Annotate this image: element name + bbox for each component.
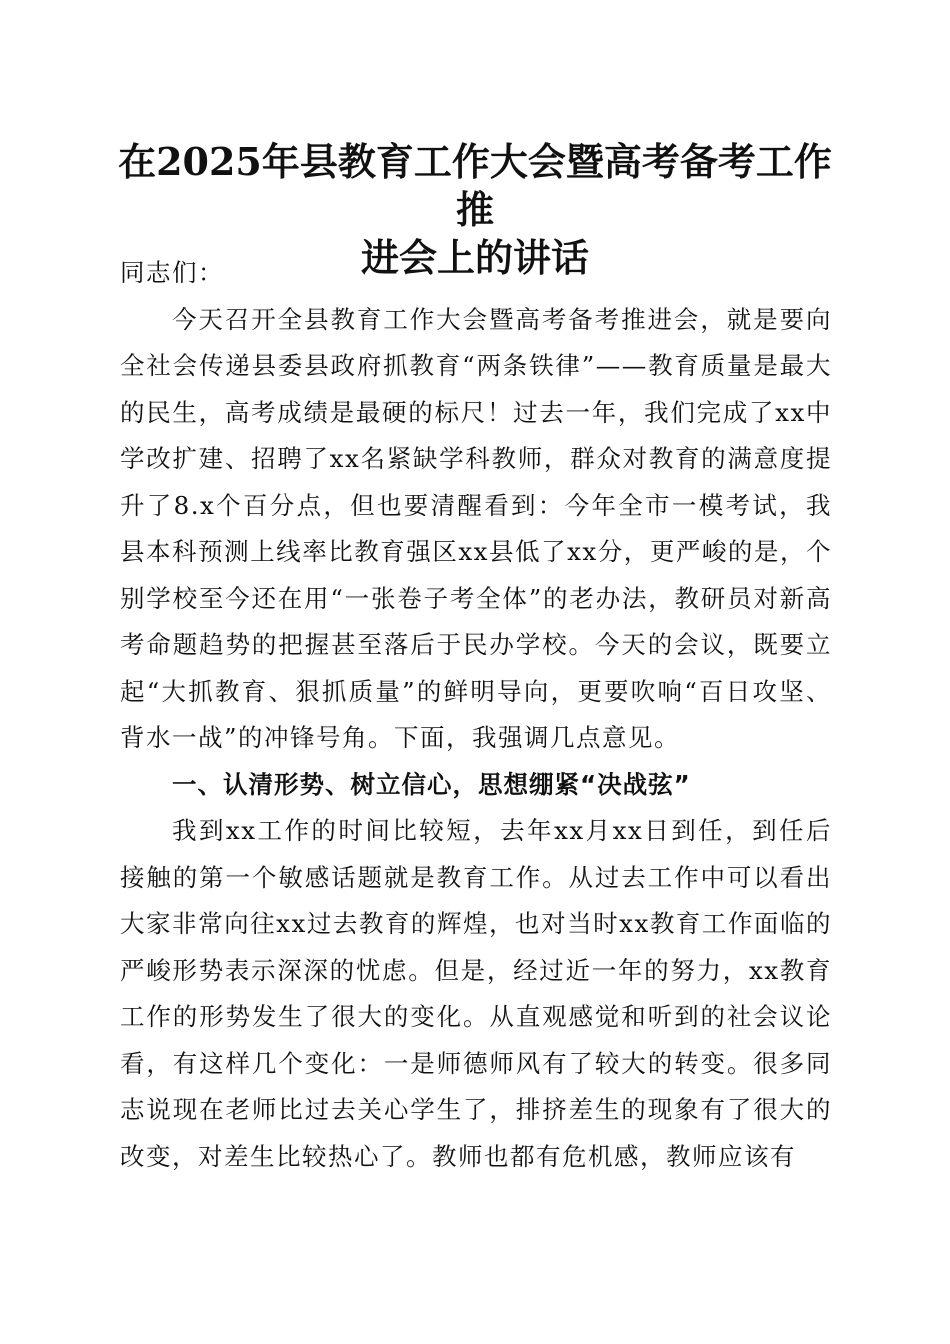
section-heading-1: 一、认清形势、树立信心，思想绷紧“决战弦” [172, 769, 691, 799]
salutation: 同志们： [120, 258, 224, 287]
title-line-1: 在2025年县教育工作大会暨高考备考工作推 [118, 139, 832, 232]
paragraph-2: 我到xx工作的时间比较短，去年xx月xx日到任，到任后接触的第一个敏感话题就是教育工作。从过去工作中可以看出大家非常向往xx过去教育的辉煌，也对当时xx教育工作面临的严峻形势表示深深的忧虑。但是，经过近一年的努力，xx教育工作的形势发生了很大的变化。从直观感觉和听到的社会议论看，有这样几个变化：一是师德师风有了较大的转变。很多同志说现在老师比过去关心学生了，排挤差生的现象有了很大的改变，对差生比较热心了。教师也都有危机感，教师应该有 [120, 816, 832, 1171]
paragraph-1: 今天召开全县教育工作大会暨高考备考推进会，就是要向全社会传递县委县政府抓教育“两条铁律”——教育质量是最大的民生，高考成绩是最硬的标尺！过去一年，我们完成了xx中学改扩建、招聘了xx名紧缺学科教师，群众对教育的满意度提升了8.x个百分点，但也要清醒看到：今年全市一模考试，我县本科预测上线率比教育强区xx县低了xx分，更严峻的是，个别学校至今还在用“一张卷子考全体”的老办法，教研员对新高考命题趋势的把握甚至落后于民办学校。今天的会议，既要立起“大抓教育、狠抓质量”的鲜明导向，更要吹响“百日攻坚、背水一战”的冲锋号角。下面，我强调几点意见。 [120, 304, 832, 752]
title-line-2: 进会上的讲话 [360, 235, 589, 280]
document-body [120, 250, 832, 1180]
